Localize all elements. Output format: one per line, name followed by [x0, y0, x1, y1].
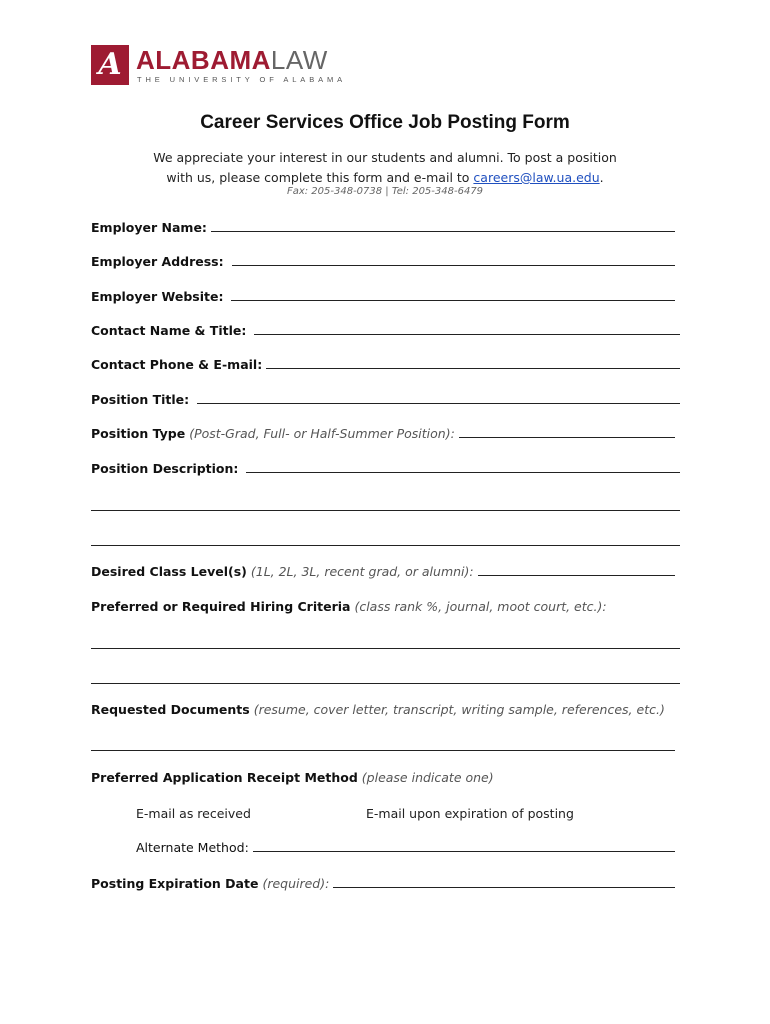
requested-documents-label: Requested Documents — [91, 702, 250, 717]
hiring-criteria-line-1[interactable] — [91, 648, 680, 649]
careers-email-link[interactable]: careers@law.ua.edu — [473, 170, 600, 185]
employer-name-field — [91, 220, 675, 235]
requested-documents-field — [91, 702, 665, 717]
script-a-logo-icon — [91, 45, 129, 85]
position-title-field — [91, 392, 680, 407]
hiring-criteria-field — [91, 599, 607, 614]
alternate-method-input-line[interactable] — [253, 850, 675, 852]
page-title: Career Services Office Job Posting Form — [200, 112, 570, 133]
logo-mark-letter: A — [98, 47, 122, 82]
class-level-input-line[interactable] — [478, 574, 675, 576]
alternate-method-field — [136, 840, 675, 855]
contact-phone-label: Contact Phone & E-mail: — [91, 357, 263, 372]
position-type-label: Position Type — [91, 426, 186, 441]
position-description-line-3[interactable] — [91, 545, 680, 546]
employer-website-input-line[interactable] — [231, 299, 675, 301]
employer-website-label: Employer Website: — [91, 289, 224, 304]
position-description-input-line[interactable] — [246, 471, 680, 473]
hiring-criteria-label: Preferred or Required Hiring Criteria — [91, 599, 351, 614]
logo-word-law: LAW — [270, 45, 328, 75]
contact-numbers: Fax: 205-348-0738 | Tel: 205-348-6479 — [286, 186, 484, 197]
intro-line-1: We appreciate your interest in our students and alumni. To post a position — [153, 150, 617, 165]
position-title-input-line[interactable] — [197, 402, 680, 404]
employer-address-input-line[interactable] — [232, 264, 675, 266]
posting-expiration-label: Posting Expiration Date — [91, 876, 259, 891]
class-level-hint: (1L, 2L, 3L, recent grad, or alumni): — [250, 564, 474, 579]
posting-expiration-field — [91, 876, 675, 891]
employer-address-label: Employer Address: — [91, 254, 224, 269]
employer-website-field — [91, 289, 675, 304]
contact-phone-email-field — [91, 357, 680, 372]
intro-text — [140, 148, 630, 188]
position-type-field — [91, 426, 675, 441]
employer-address-field — [91, 254, 675, 269]
position-title-label: Position Title: — [91, 392, 190, 407]
contact-name-input-line[interactable] — [254, 333, 680, 335]
class-level-field — [91, 564, 675, 579]
intro-line-2: with us, please complete this form and e-mail to — [166, 170, 474, 185]
logo-word-alabama: ALABAMA — [136, 45, 271, 75]
logo-wordmark — [136, 46, 328, 74]
receipt-method-hint: (please indicate one) — [361, 770, 494, 785]
option-email-upon-expiration[interactable]: E-mail upon expiration of posting — [366, 806, 574, 821]
posting-expiration-input-line[interactable] — [333, 886, 675, 888]
employer-name-label: Employer Name: — [91, 220, 207, 235]
hiring-criteria-hint: (class rank %, journal, moot court, etc.): — [354, 599, 607, 614]
posting-expiration-hint: (required): — [262, 876, 330, 891]
employer-name-input-line[interactable] — [211, 230, 675, 232]
contact-name-label: Contact Name & Title: — [91, 323, 247, 338]
alternate-method-label: Alternate Method: — [136, 840, 249, 855]
receipt-method-field — [91, 770, 494, 785]
option-email-as-received[interactable]: E-mail as received — [136, 806, 251, 821]
hiring-criteria-line-2[interactable] — [91, 683, 680, 684]
requested-documents-hint: (resume, cover letter, transcript, writing sample, references, etc.) — [253, 702, 665, 717]
requested-documents-line[interactable] — [91, 750, 675, 751]
class-level-label: Desired Class Level(s) — [91, 564, 247, 579]
position-description-label: Position Description: — [91, 461, 239, 476]
contact-name-title-field — [91, 323, 680, 338]
position-type-input-line[interactable] — [459, 436, 675, 438]
contact-phone-input-line[interactable] — [266, 367, 680, 369]
position-type-hint: (Post-Grad, Full- or Half-Summer Position): — [189, 426, 455, 441]
position-description-field — [91, 461, 680, 476]
intro-period: . — [599, 170, 604, 185]
position-description-line-2[interactable] — [91, 510, 680, 511]
receipt-method-label: Preferred Application Receipt Method — [91, 770, 358, 785]
logo-subtitle: THE UNIVERSITY OF ALABAMA — [137, 75, 347, 84]
